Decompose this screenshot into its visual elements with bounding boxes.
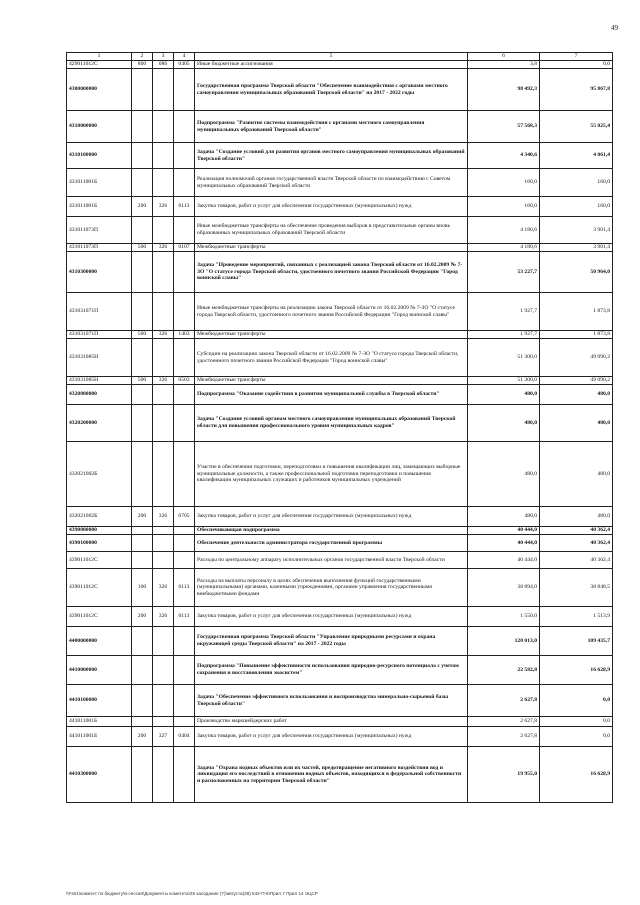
table-row [67, 717, 613, 727]
cell-col-2 [132, 527, 153, 535]
cell-col-6: 4 340,6 [468, 143, 540, 169]
table-row [67, 61, 613, 69]
cell-col-4: 0113 [174, 569, 195, 607]
cell-col-4: 0113 [174, 607, 195, 627]
cell-col-7: 480,0 [540, 405, 613, 442]
cell-col-7: 3 901,4 [540, 244, 613, 252]
cell-col-6: 51 300,0 [468, 377, 540, 385]
budget-table [66, 52, 613, 803]
cell-col-4 [174, 685, 195, 717]
cell-col-2 [132, 717, 153, 727]
cell-col-6: 22 582,8 [468, 656, 540, 685]
cell-code: 4310100000 [67, 143, 132, 169]
header-col-4: 4 [174, 53, 195, 61]
cell-col-3 [153, 169, 174, 197]
cell-col-4: 0107 [174, 244, 195, 252]
cell-code: 431011001Б [67, 169, 132, 197]
cell-col-3 [153, 527, 174, 535]
table-row [67, 385, 613, 405]
cell-col-4 [174, 217, 195, 244]
cell-col-6: 480,0 [468, 405, 540, 442]
cell-col-2 [132, 627, 153, 656]
cell-col-2: 800 [132, 61, 153, 69]
header-col-7: 7 [540, 53, 613, 61]
cell-col-7: 480,0 [540, 442, 613, 507]
cell-code: 4320000000 [67, 385, 132, 405]
cell-code: 4410000000 [67, 656, 132, 685]
cell-col-7: 109 435,7 [540, 627, 613, 656]
cell-col-7: 40 362,4 [540, 552, 613, 569]
cell-col-4 [174, 385, 195, 405]
cell-col-4: 0113 [174, 197, 195, 217]
table-row [67, 252, 613, 293]
cell-name: Участие в обеспечении подготовки, переподготовки и повышения квалификации лиц, замещающих выборные муниципальные должности, а также профессиональной подготовки переподготовки и повышения квалификации муниципальных служащих и работников муниципальных учреждений [195, 442, 468, 507]
cell-name: Закупка товаров, работ и услуг для обеспечения государственных (муниципальных) нужд [195, 197, 468, 217]
cell-col-3 [153, 442, 174, 507]
table-row [67, 331, 613, 339]
cell-col-2: 500 [132, 331, 153, 339]
table-row [67, 656, 613, 685]
cell-col-6: 3,8 [468, 61, 540, 69]
table-row [67, 169, 613, 197]
header-col-3: 3 [153, 53, 174, 61]
cell-col-6: 2 627,8 [468, 685, 540, 717]
cell-code: 439011012С [67, 607, 132, 627]
cell-col-2 [132, 442, 153, 507]
cell-col-4 [174, 527, 195, 535]
table-row [67, 569, 613, 607]
cell-code: 4300000000 [67, 69, 132, 111]
table-row [67, 339, 613, 377]
cell-name: Межбюджетные трансферты [195, 377, 468, 385]
header-col-1: 1 [67, 53, 132, 61]
cell-code: 4410100000 [67, 685, 132, 717]
table-row [67, 627, 613, 656]
cell-col-3 [153, 143, 174, 169]
table-header-row [67, 53, 613, 61]
cell-col-3 [153, 717, 174, 727]
cell-col-2 [132, 217, 153, 244]
table-row [67, 405, 613, 442]
cell-col-6: 40 444,0 [468, 527, 540, 535]
cell-col-3 [153, 217, 174, 244]
cell-col-4 [174, 535, 195, 552]
table-row [67, 197, 613, 217]
cell-col-2 [132, 339, 153, 377]
cell-col-3: 326 [153, 569, 174, 607]
cell-col-6: 40 444,0 [468, 535, 540, 552]
cell-col-2: 100 [132, 569, 153, 607]
table-row [67, 747, 613, 803]
cell-name: Расходы по центральному аппарату исполнительных органов государственной власти Тверской области [195, 552, 468, 569]
cell-col-7: 0,0 [540, 61, 613, 69]
cell-col-6: 57 568,3 [468, 111, 540, 143]
cell-col-2 [132, 552, 153, 569]
table-row [67, 377, 613, 385]
cell-code: 431031071П [67, 331, 132, 339]
cell-col-3 [153, 627, 174, 656]
cell-col-4 [174, 656, 195, 685]
cell-col-4 [174, 293, 195, 331]
cell-col-3 [153, 252, 174, 293]
cell-code: 431011001Б [67, 197, 132, 217]
cell-col-2: 200 [132, 607, 153, 627]
cell-col-6: 480,0 [468, 507, 540, 527]
cell-name: Государственная программа Тверской области "Управление природными ресурсами и охрана окружающей среды Тверской области" на 2017 - 2022 годы [195, 627, 468, 656]
cell-col-6: 1 927,7 [468, 293, 540, 331]
cell-col-4: 0705 [174, 507, 195, 527]
cell-code: 4400000000 [67, 627, 132, 656]
cell-code: 431031085Н [67, 339, 132, 377]
cell-col-4 [174, 143, 195, 169]
budget-table-body [67, 53, 613, 803]
cell-col-2 [132, 143, 153, 169]
table-row [67, 217, 613, 244]
table-row [67, 535, 613, 552]
cell-code: 4410300000 [67, 747, 132, 803]
cell-col-3 [153, 656, 174, 685]
cell-name: Иные межбюджетные трансферты на реализацию закона Тверской области от 16.02.2009 № 7-ЗО "О статусе города Тверской области, удостоенного почетного звания Российской Федерации "Город воинской славы" [195, 293, 468, 331]
cell-col-4: 0404 [174, 727, 195, 747]
cell-col-3: 326 [153, 197, 174, 217]
cell-name: Обеспечивающая подпрограмма [195, 527, 468, 535]
cell-col-3: 326 [153, 607, 174, 627]
cell-col-3 [153, 747, 174, 803]
cell-col-2 [132, 169, 153, 197]
cell-col-4: 1403 [174, 331, 195, 339]
cell-col-3: 327 [153, 727, 174, 747]
cell-name: Субсидии на реализацию закона Тверской области от 16.02.2009 № 7-ЗО "О статусе города Тверской области, удостоенного почетного звания Российской Федерации "Город воинской славы" [195, 339, 468, 377]
cell-name: Задача "Создание условий органам местного самоуправления муниципальных образований Тверской области для повышения профессионального уровня муниципальных кадров" [195, 405, 468, 442]
cell-code: 441011001Б [67, 727, 132, 747]
cell-col-6: 160,0 [468, 169, 540, 197]
table-row [67, 111, 613, 143]
cell-col-6: 1 550,0 [468, 607, 540, 627]
cell-name: Производство маркшейдерских работ [195, 717, 468, 727]
cell-col-7: 49 090,2 [540, 339, 613, 377]
cell-col-3 [153, 685, 174, 717]
cell-col-4 [174, 442, 195, 507]
cell-col-2 [132, 69, 153, 111]
cell-code: 441011001Б [67, 717, 132, 727]
cell-col-7: 4 061,4 [540, 143, 613, 169]
page-number: 49 [611, 24, 618, 32]
cell-name: Обеспечение деятельности администратора государственной программы [195, 535, 468, 552]
cell-code: 4390100000 [67, 535, 132, 552]
cell-name: Закупка товаров, работ и услуг для обеспечения государственных (муниципальных) нужд [195, 607, 468, 627]
cell-col-3 [153, 405, 174, 442]
cell-col-7: 16 628,9 [540, 656, 613, 685]
table-row [67, 685, 613, 717]
cell-col-3: 086 [153, 61, 174, 69]
cell-col-7: 40 362,4 [540, 535, 613, 552]
table-row [67, 552, 613, 569]
cell-col-3 [153, 552, 174, 569]
cell-col-6: 51 300,0 [468, 339, 540, 377]
cell-col-6: 98 492,3 [468, 69, 540, 111]
cell-col-6: 160,0 [468, 197, 540, 217]
header-col-5: 5 [195, 53, 468, 61]
cell-col-4 [174, 405, 195, 442]
cell-col-7: 1 873,8 [540, 331, 613, 339]
cell-name: Расходы на выплаты персоналу в целях обеспечения выполнения функций государственными (муниципальными) органами, казенными учреждениями, органами управления государственными внебюджетными фондами [195, 569, 468, 607]
cell-col-2 [132, 293, 153, 331]
cell-code: 431011073П [67, 244, 132, 252]
cell-col-4 [174, 552, 195, 569]
cell-code: 4310300000 [67, 252, 132, 293]
cell-col-2 [132, 385, 153, 405]
cell-col-6: 2 627,8 [468, 717, 540, 727]
cell-col-3 [153, 339, 174, 377]
cell-col-2: 200 [132, 727, 153, 747]
cell-col-2 [132, 405, 153, 442]
cell-col-4 [174, 339, 195, 377]
cell-col-3: 326 [153, 377, 174, 385]
cell-col-4 [174, 747, 195, 803]
cell-col-6: 120 013,0 [468, 627, 540, 656]
cell-col-3: 326 [153, 331, 174, 339]
cell-col-2 [132, 111, 153, 143]
cell-col-2 [132, 656, 153, 685]
cell-col-7: 0,0 [540, 727, 613, 747]
cell-name: Закупка товаров, работ и услуг для обеспечения государственных (муниципальных) нужд [195, 727, 468, 747]
cell-name: Государственная программа Тверской области "Обеспечение взаимодействия с органами местного самоуправления муниципальных образований Тверской области" на 2017 - 2022 годы [195, 69, 468, 111]
cell-col-7: 160,0 [540, 169, 613, 197]
cell-col-4 [174, 169, 195, 197]
cell-col-2 [132, 252, 153, 293]
cell-code: 429011012С [67, 61, 132, 69]
cell-col-2: 500 [132, 377, 153, 385]
cell-code: 4320200000 [67, 405, 132, 442]
cell-col-7: 95 867,8 [540, 69, 613, 111]
cell-col-3: 326 [153, 507, 174, 527]
cell-name: Подпрограмма "Повышение эффективности использования природно-ресурсного потенциала с учетом сохранения и восстановления экосистем" [195, 656, 468, 685]
header-col-2: 2 [132, 53, 153, 61]
cell-name: Задача "Обеспечение эффективного использования и воспроизводства минерально-сырьевой базы Тверской области" [195, 685, 468, 717]
cell-col-7: 49 090,2 [540, 377, 613, 385]
cell-name: Задача "Охрана водных объектов или их частей, предотвращение негативного воздействия вод и ликвидация его последствий в отношении водных объектов, находящихся в федеральной собственности и расположенных на территории Тверской области" [195, 747, 468, 803]
cell-col-7: 160,0 [540, 197, 613, 217]
cell-col-6: 480,0 [468, 385, 540, 405]
cell-code: 439011012С [67, 552, 132, 569]
cell-col-6: 4 180,6 [468, 244, 540, 252]
cell-code: 432021002Б [67, 507, 132, 527]
cell-col-7: 16 628,9 [540, 747, 613, 803]
cell-col-2 [132, 535, 153, 552]
cell-col-3 [153, 293, 174, 331]
cell-col-6: 1 927,7 [468, 331, 540, 339]
cell-col-4: 0503 [174, 377, 195, 385]
cell-col-7: 40 362,4 [540, 527, 613, 535]
cell-col-7: 38 848,5 [540, 569, 613, 607]
cell-name: Межбюджетные трансферты [195, 331, 468, 339]
cell-code: 431011073П [67, 217, 132, 244]
cell-col-3 [153, 535, 174, 552]
cell-col-2: 500 [132, 244, 153, 252]
cell-name: Закупка товаров, работ и услуг для обеспечения государственных (муниципальных) нужд [195, 507, 468, 527]
cell-col-7: 480,0 [540, 385, 613, 405]
table-row [67, 527, 613, 535]
cell-code: 439011012С [67, 569, 132, 607]
cell-name: Иные межбюджетные трансферты на обеспечение проведения выборов в представительные органы вновь образованных муниципальных образований Тверской области [195, 217, 468, 244]
cell-name: Задача "Создание условий для развития органов местного самоуправления муниципальных образований Тверской области" [195, 143, 468, 169]
cell-col-7: 0,0 [540, 685, 613, 717]
cell-name: Подпрограмма "Оказание содействия в развитии муниципальной службы в Тверской области" [195, 385, 468, 405]
table-row [67, 507, 613, 527]
cell-col-6: 40 444,0 [468, 552, 540, 569]
cell-name: Иные бюджетные ассигнования [195, 61, 468, 69]
header-col-6: 6 [468, 53, 540, 61]
cell-name: Подпрограмма "Развитие системы взаимодействия с органами местного самоуправления муниципальных образований Тверской области" [195, 111, 468, 143]
cell-col-7: 0,0 [540, 717, 613, 727]
table-row [67, 69, 613, 111]
cell-col-3: 326 [153, 244, 174, 252]
cell-col-4 [174, 69, 195, 111]
cell-col-7: 55 025,4 [540, 111, 613, 143]
footer-file-path: \\Fs01\комитет по бюджету\6-сессия\Документы комитета\28 заседание (7)\августа(28) 542-П-6\Прил 7 Прил 14 ЭЦСР [66, 891, 318, 896]
cell-code: 431031071П [67, 293, 132, 331]
cell-col-4 [174, 111, 195, 143]
cell-col-4 [174, 252, 195, 293]
table-row [67, 607, 613, 627]
cell-col-7: 1 873,8 [540, 293, 613, 331]
cell-code: 432021002Б [67, 442, 132, 507]
table-row [67, 442, 613, 507]
cell-col-6: 480,0 [468, 442, 540, 507]
cell-col-7: 480,0 [540, 507, 613, 527]
cell-col-2 [132, 685, 153, 717]
cell-col-7: 1 513,9 [540, 607, 613, 627]
cell-col-4 [174, 717, 195, 727]
cell-col-4 [174, 627, 195, 656]
cell-col-3 [153, 111, 174, 143]
cell-col-6: 38 894,0 [468, 569, 540, 607]
cell-name: Задача "Проведение мероприятий, связанных с реализацией закона Тверской области от 16.02.2009 № 7-ЗО "О статусе города Тверской области, удостоенного почетного звания Российской Федерации "Город воинской славы" [195, 252, 468, 293]
cell-col-6: 53 227,7 [468, 252, 540, 293]
cell-col-3 [153, 385, 174, 405]
cell-col-3 [153, 69, 174, 111]
cell-col-7: 3 901,4 [540, 217, 613, 244]
cell-col-6: 2 627,8 [468, 727, 540, 747]
table-row [67, 143, 613, 169]
cell-col-7: 50 964,0 [540, 252, 613, 293]
table-row [67, 244, 613, 252]
cell-code: 4390000000 [67, 527, 132, 535]
table-row [67, 727, 613, 747]
table-row [67, 293, 613, 331]
cell-code: 4310000000 [67, 111, 132, 143]
cell-col-2: 200 [132, 197, 153, 217]
cell-name: Межбюджетные трансферты [195, 244, 468, 252]
cell-col-6: 19 955,0 [468, 747, 540, 803]
cell-code: 431031085Н [67, 377, 132, 385]
cell-col-4: 0405 [174, 61, 195, 69]
cell-name: Реализация полномочий органов государственной власти Тверской области по взаимодействию с Советом муниципальных образований Тверской области [195, 169, 468, 197]
cell-col-6: 4 180,6 [468, 217, 540, 244]
cell-col-2: 200 [132, 507, 153, 527]
cell-col-2 [132, 747, 153, 803]
